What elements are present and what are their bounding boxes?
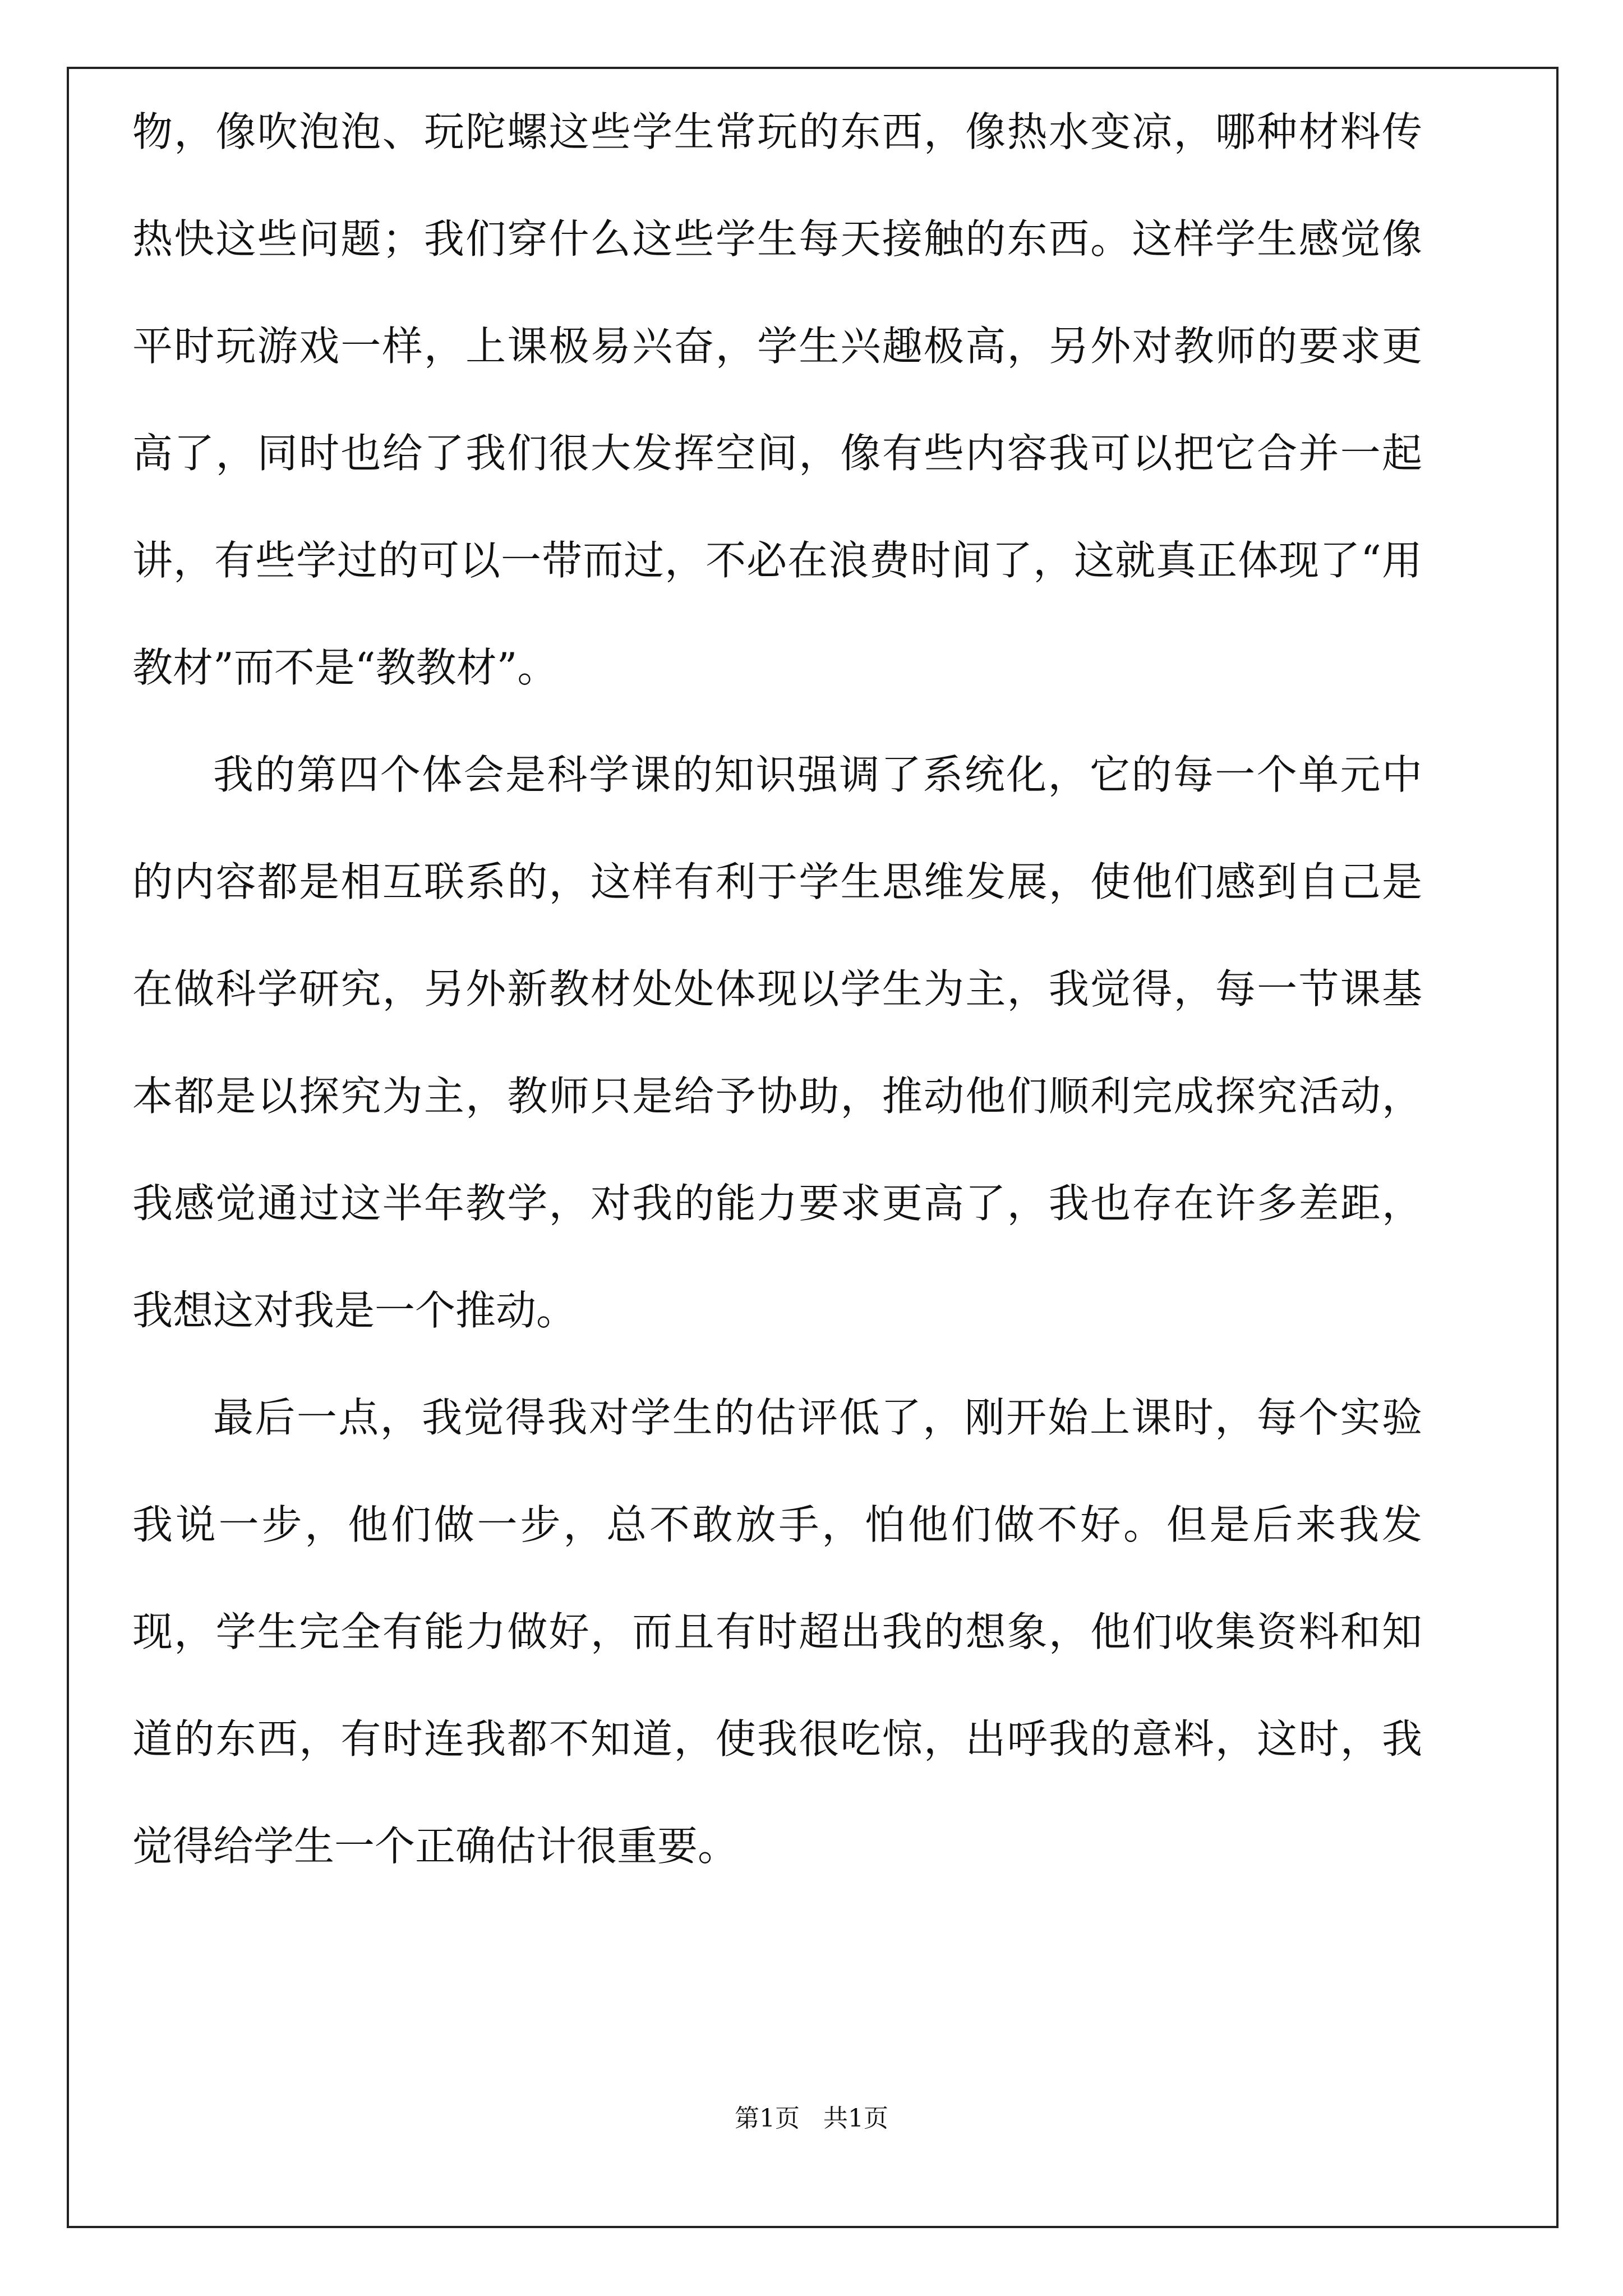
- page-footer: [0, 2098, 1623, 2134]
- paragraph-3: 最后一点，我觉得我对学生的估评低了，刚开始上课时，每个实验我说一步，他们做一步，总不敢放手，怕他们做不好。但是后来我发现，学生完全有能力做好，而且有时超出我的想象，他们收集资料和知道的东西，有时连我都不知道，使我很吃惊，出呼我的意料，这时，我觉得给学生一个正确估计很重要。: [132, 1394, 1422, 1870]
- paragraph-2: 我的第四个体会是科学课的知识强调了系统化，它的每一个单元中的内容都是相互联系的，这样有利于学生思维发展，使他们感到自己是在做科学研究，另外新教材处处体现以学生为主，我觉得，每一节课基本都是以探究为主，教师只是给予协助，推动他们顺利完成探究活动，我感觉通过这半年教学，对我的能力要求更高了，我也存在许多差距，我想这对我是一个推动。: [132, 751, 1422, 1334]
- document-body: [132, 79, 1422, 1900]
- page-number-label: 第1页 共1页: [735, 2104, 888, 2133]
- paragraph-1: 物，像吹泡泡、玩陀螺这些学生常玩的东西，像热水变凉，哪种材料传热快这些问题；我们穿什么这些学生每天接触的东西。这样学生感觉像平时玩游戏一样，上课极易兴奋，学生兴趣极高，另外对教师的要求更高了，同时也给了我们很大发挥空间，像有些内容我可以把它合并一起讲，有些学过的可以一带而过，不必在浪费时间了，这就真正体现了“用教材”而不是“教教材”。: [132, 108, 1422, 691]
